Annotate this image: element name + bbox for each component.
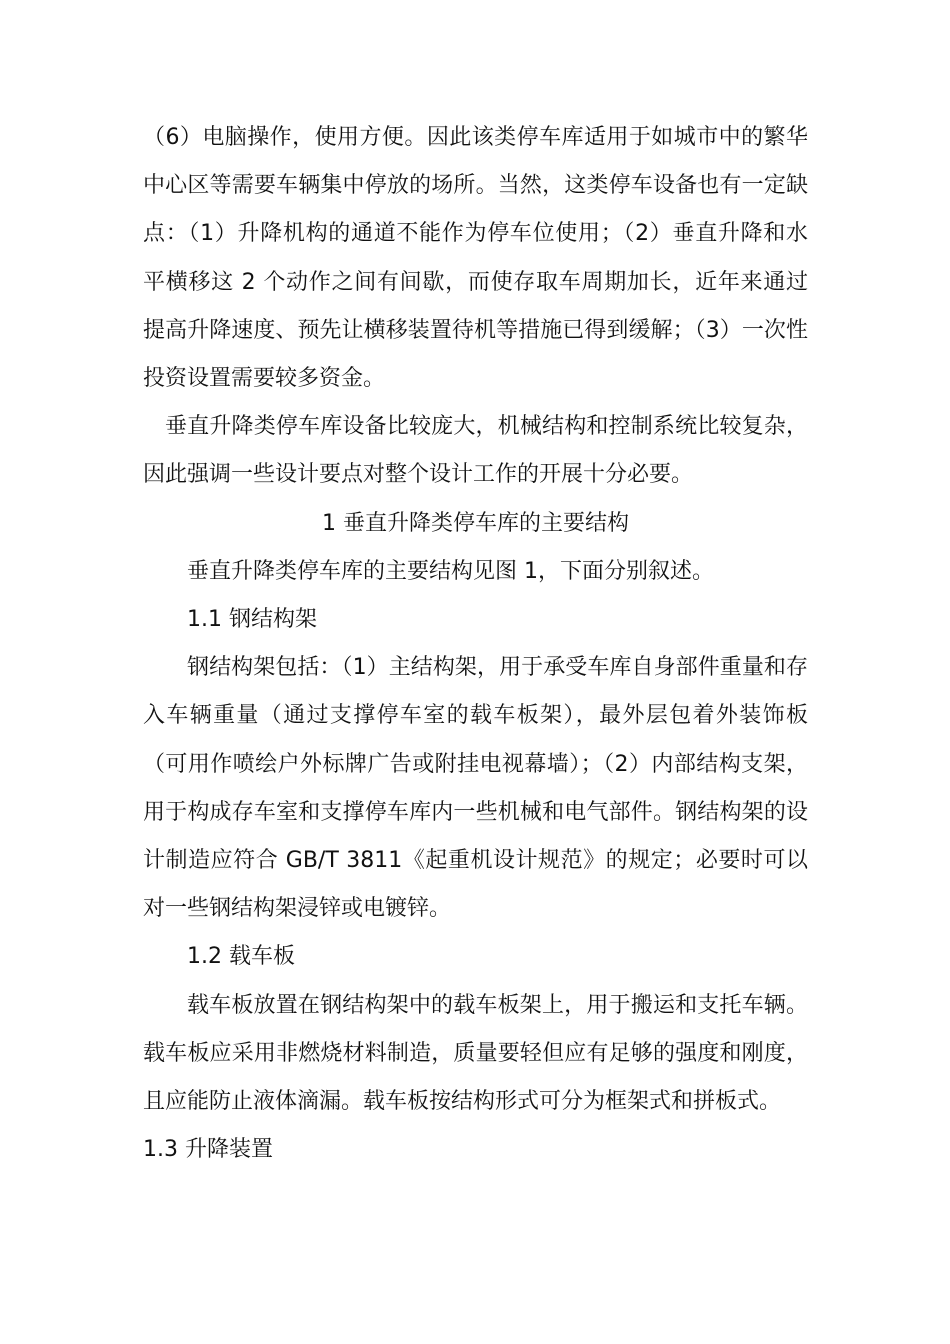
paragraph-structure-intro: 垂直升降类停车库的主要结构见图 1，下面分别叙述。	[187, 558, 714, 584]
paragraph-advantages-drawbacks: （6）电脑操作，使用方便。因此该类停车库适用于如城市中的繁华中心区等需要车辆集中停放的场所。当然，这类停车设备也有一定缺点：（1）升降机构的通道不能作为停车位使用；（2）垂直升降和水平横移这 2 个动作之间有间歇，而使存取车周期加长，近年来通过提高升降速度、预先让横移装置待机等措施已得到缓解；（3）一次性投资设置需要较多资金。	[143, 125, 808, 392]
paragraph-steel-frame: 钢结构架包括：（1）主结构架，用于承受车库自身部件重量和存入车辆重量（通过支撑停车室的载车板架），最外层包着外装饰板（可用作喷绘户外标牌广告或附挂电视幕墙）；（2）内部结构支架，用于构成存车室和支撑停车库内一些机械和电气部件。钢结构架的设计制造应符合 GB/T 3811《起重机设计规范》的规定；必要时可以对一些钢结构架浸锌或电镀锌。	[143, 655, 808, 922]
section-heading-main-structure: 1 垂直升降类停车库的主要结构	[322, 510, 629, 536]
subsection-heading-lifting-device: 1.3 升降装置	[143, 1137, 273, 1163]
document-body	[143, 114, 808, 1174]
subsection-heading-steel-frame: 1.1 钢结构架	[187, 607, 317, 633]
paragraph-car-pallet: 载车板放置在钢结构架中的载车板架上，用于搬运和支托车辆。载车板应采用非燃烧材料制造，质量要轻但应有足够的强度和刚度，且应能防止液体滴漏。载车板按结构形式可分为框架式和拼板式。	[143, 992, 808, 1115]
subsection-heading-car-pallet: 1.2 载车板	[187, 944, 295, 970]
paragraph-design-importance: 垂直升降类停车库设备比较庞大，机械结构和控制系统比较复杂，因此强调一些设计要点对整个设计工作的开展十分必要。	[143, 414, 808, 488]
